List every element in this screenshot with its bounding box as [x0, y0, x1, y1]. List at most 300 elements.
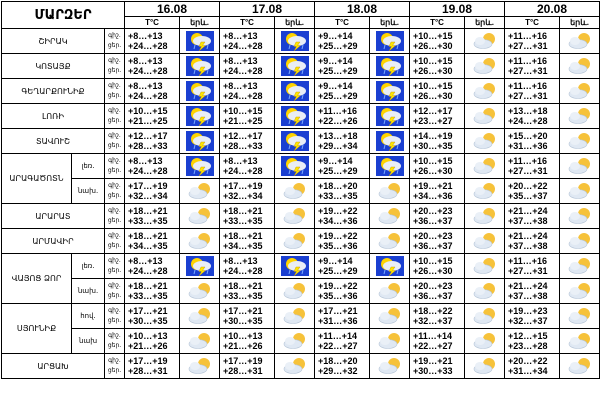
partly-cloudy-icon — [370, 329, 410, 354]
temperature-cell — [410, 304, 465, 329]
temperature-cell — [505, 54, 560, 79]
day-temperature: +22…+26 — [318, 116, 358, 126]
day-temperature: +26…+30 — [413, 91, 453, 101]
night-temperature: +11…+16 — [508, 256, 548, 266]
partly-cloudy-icon — [465, 179, 505, 204]
day-temperature: +25…+29 — [318, 41, 358, 51]
night-temperature: +8…+13 — [128, 256, 163, 266]
region-name: ՇԻՐԱԿ — [2, 29, 105, 54]
partly-cloudy-icon — [180, 354, 220, 379]
thunderstorm-icon — [180, 254, 220, 279]
day-label: ցեր. — [107, 192, 122, 199]
time-of-day-labels — [105, 29, 125, 54]
thunderstorm-icon — [275, 79, 315, 104]
temperature-cell — [220, 29, 275, 54]
regions-header: ՄԱՐԶԵՐ — [2, 2, 125, 29]
night-temperature: +11…+16 — [508, 31, 548, 41]
day-label: ցեր. — [107, 117, 122, 124]
day-temperature: +28…+31 — [128, 366, 168, 376]
temperature-cell — [220, 54, 275, 79]
night-temperature: +19…+22 — [318, 231, 358, 241]
temperature-cell — [315, 229, 370, 254]
partly-cloudy-icon — [560, 104, 600, 129]
temperature-cell — [125, 354, 180, 379]
night-temperature: +17…+19 — [128, 356, 168, 366]
partly-cloudy-icon — [465, 304, 505, 329]
night-label: գիշ. — [108, 82, 121, 89]
night-label: գիշ. — [108, 282, 121, 289]
subregion-label: լեռ. — [72, 254, 105, 279]
temperature-cell — [220, 254, 275, 279]
partly-cloudy-icon — [275, 304, 315, 329]
table-row — [2, 304, 600, 329]
night-temperature: +18…+21 — [128, 206, 168, 216]
night-temperature: +8…+13 — [128, 31, 163, 41]
partly-cloudy-icon — [560, 304, 600, 329]
table-row — [2, 54, 600, 79]
night-temperature: +10…+15 — [413, 31, 453, 41]
temperature-cell — [125, 229, 180, 254]
temperature-cell — [125, 29, 180, 54]
conditions-column-header: երև. — [560, 17, 600, 29]
temperature-cell — [505, 154, 560, 179]
night-label: գիշ. — [108, 232, 121, 239]
temperature-cell — [505, 329, 560, 354]
night-temperature: +12…+17 — [128, 131, 168, 141]
temperature-cell — [220, 179, 275, 204]
conditions-column-header: երև. — [180, 17, 220, 29]
partly-cloudy-icon — [465, 29, 505, 54]
day-label: ցեր. — [107, 367, 122, 374]
night-temperature: +11…+16 — [508, 56, 548, 66]
night-temperature: +21…+24 — [508, 281, 548, 291]
forecast-body — [2, 29, 600, 379]
partly-cloudy-icon — [465, 354, 505, 379]
day-temperature: +35…+37 — [508, 191, 548, 201]
table-row — [2, 154, 600, 179]
time-of-day-labels — [105, 329, 125, 354]
day-temperature: +24…+28 — [223, 166, 263, 176]
partly-cloudy-icon — [465, 79, 505, 104]
temperature-cell — [315, 29, 370, 54]
temperature-cell — [220, 154, 275, 179]
night-temperature: +8…+13 — [223, 256, 258, 266]
temperature-cell — [315, 129, 370, 154]
thunderstorm-icon — [275, 254, 315, 279]
day-temperature: +30…+35 — [413, 141, 453, 151]
day-temperature: +28…+33 — [128, 141, 168, 151]
partly-cloudy-icon — [560, 354, 600, 379]
night-temperature: +17…+21 — [128, 306, 168, 316]
night-temperature: +21…+24 — [508, 231, 548, 241]
temperature-cell — [125, 329, 180, 354]
night-temperature: +10…+15 — [223, 106, 263, 116]
temp-column-header: T°C — [315, 17, 370, 29]
temperature-cell — [410, 79, 465, 104]
night-temperature: +15…+20 — [508, 131, 548, 141]
partly-cloudy-icon — [180, 179, 220, 204]
time-of-day-labels — [105, 304, 125, 329]
night-temperature: +10…+15 — [413, 256, 453, 266]
partly-cloudy-icon — [275, 279, 315, 304]
day-temperature: +24…+28 — [223, 266, 263, 276]
partly-cloudy-icon — [275, 204, 315, 229]
night-temperature: +9…+14 — [318, 156, 353, 166]
day-temperature: +33…+35 — [128, 291, 168, 301]
night-temperature: +19…+21 — [413, 356, 453, 366]
day-temperature: +25…+29 — [318, 266, 358, 276]
thunderstorm-icon — [180, 129, 220, 154]
day-temperature: +21…+26 — [223, 341, 263, 351]
time-of-day-labels — [105, 104, 125, 129]
temp-column-header: T°C — [505, 17, 560, 29]
temp-column-header: T°C — [125, 17, 180, 29]
thunderstorm-icon — [275, 104, 315, 129]
day-temperature: +27…+31 — [508, 41, 548, 51]
night-label: գիշ. — [108, 157, 121, 164]
temperature-cell — [220, 104, 275, 129]
day-temperature: +27…+31 — [508, 66, 548, 76]
date-header: 19.08 — [410, 2, 505, 17]
day-temperature: +21…+25 — [128, 116, 168, 126]
day-temperature: +34…+35 — [128, 241, 168, 251]
partly-cloudy-icon — [370, 204, 410, 229]
partly-cloudy-icon — [465, 279, 505, 304]
night-label: գիշ. — [108, 207, 121, 214]
time-of-day-labels — [105, 279, 125, 304]
day-label: ցեր. — [107, 67, 122, 74]
region-name: ՎԱՅՈՑ ՁՈՐ — [2, 254, 72, 304]
temperature-cell — [410, 104, 465, 129]
time-of-day-labels — [105, 179, 125, 204]
night-temperature: +9…+14 — [318, 31, 353, 41]
temperature-cell — [315, 104, 370, 129]
thunderstorm-icon — [275, 129, 315, 154]
night-temperature: +10…+15 — [413, 81, 453, 91]
subregion-label: հով. — [72, 304, 105, 329]
partly-cloudy-icon — [560, 179, 600, 204]
temperature-cell — [505, 29, 560, 54]
night-temperature: +9…+14 — [318, 81, 353, 91]
time-of-day-labels — [105, 129, 125, 154]
night-temperature: +8…+13 — [128, 81, 163, 91]
night-temperature: +18…+20 — [318, 181, 358, 191]
night-temperature: +20…+23 — [413, 281, 453, 291]
night-temperature: +18…+22 — [413, 306, 453, 316]
thunderstorm-icon — [180, 79, 220, 104]
night-temperature: +19…+23 — [508, 306, 548, 316]
time-of-day-labels — [105, 254, 125, 279]
temperature-cell — [505, 229, 560, 254]
thunderstorm-icon — [180, 154, 220, 179]
day-temperature: +32…+34 — [128, 191, 168, 201]
partly-cloudy-icon — [465, 204, 505, 229]
night-temperature: +10…+13 — [223, 331, 263, 341]
day-temperature: +36…+37 — [413, 216, 453, 226]
table-row — [2, 129, 600, 154]
temperature-cell — [410, 179, 465, 204]
temperature-cell — [125, 179, 180, 204]
temperature-cell — [125, 204, 180, 229]
night-temperature: +18…+21 — [223, 231, 263, 241]
thunderstorm-icon — [275, 29, 315, 54]
night-temperature: +18…+21 — [223, 281, 263, 291]
temperature-cell — [410, 254, 465, 279]
night-temperature: +18…+20 — [318, 356, 358, 366]
day-label: ցեր. — [107, 242, 122, 249]
day-label: ցեր. — [107, 92, 122, 99]
partly-cloudy-icon — [465, 129, 505, 154]
night-label: գիշ. — [108, 307, 121, 314]
partly-cloudy-icon — [465, 329, 505, 354]
night-temperature: +19…+21 — [413, 181, 453, 191]
time-of-day-labels — [105, 154, 125, 179]
forecast-table — [1, 1, 600, 379]
night-temperature: +20…+23 — [413, 231, 453, 241]
day-temperature: +30…+33 — [413, 366, 453, 376]
night-temperature: +11…+14 — [413, 331, 453, 341]
partly-cloudy-icon — [465, 229, 505, 254]
day-temperature: +32…+37 — [413, 316, 453, 326]
thunderstorm-icon — [370, 154, 410, 179]
thunderstorm-icon — [370, 104, 410, 129]
day-temperature: +32…+34 — [223, 191, 263, 201]
temperature-cell — [125, 254, 180, 279]
day-label: ցեր. — [107, 42, 122, 49]
night-label: գիշ. — [108, 132, 121, 139]
night-label: գիշ. — [108, 357, 121, 364]
temperature-cell — [410, 279, 465, 304]
night-temperature: +20…+23 — [413, 206, 453, 216]
temperature-cell — [315, 179, 370, 204]
partly-cloudy-icon — [465, 154, 505, 179]
temperature-cell — [505, 279, 560, 304]
temperature-cell — [410, 329, 465, 354]
region-name: ՍՅՈՒՆԻՔ — [2, 304, 72, 354]
day-temperature: +24…+28 — [128, 166, 168, 176]
time-of-day-labels — [105, 229, 125, 254]
temp-column-header: T°C — [410, 17, 465, 29]
day-temperature: +23…+27 — [413, 116, 453, 126]
day-temperature: +33…+35 — [223, 216, 263, 226]
temperature-cell — [410, 54, 465, 79]
partly-cloudy-icon — [560, 279, 600, 304]
thunderstorm-icon — [370, 254, 410, 279]
table-row — [2, 254, 600, 279]
table-row — [2, 29, 600, 54]
night-temperature: +18…+21 — [128, 281, 168, 291]
night-temperature: +17…+21 — [223, 306, 263, 316]
temperature-cell — [125, 104, 180, 129]
thunderstorm-icon — [370, 79, 410, 104]
day-label: ցեր. — [107, 217, 122, 224]
night-temperature: +18…+21 — [223, 206, 263, 216]
table-row — [2, 79, 600, 104]
day-temperature: +28…+33 — [223, 141, 263, 151]
day-temperature: +27…+31 — [508, 91, 548, 101]
partly-cloudy-icon — [370, 354, 410, 379]
day-label: ցեր. — [107, 142, 122, 149]
temperature-cell — [125, 154, 180, 179]
temperature-cell — [410, 229, 465, 254]
day-temperature: +29…+34 — [318, 141, 358, 151]
night-temperature: +8…+13 — [128, 156, 163, 166]
temperature-cell — [315, 204, 370, 229]
night-temperature: +10…+15 — [128, 106, 168, 116]
partly-cloudy-icon — [465, 254, 505, 279]
day-temperature: +37…+38 — [508, 216, 548, 226]
night-temperature: +12…+15 — [508, 331, 548, 341]
temperature-cell — [505, 254, 560, 279]
region-name: ԼՈՌԻ — [2, 104, 105, 129]
night-temperature: +18…+21 — [128, 231, 168, 241]
night-temperature: +11…+16 — [508, 81, 548, 91]
partly-cloudy-icon — [275, 179, 315, 204]
night-temperature: +14…+19 — [413, 131, 453, 141]
day-temperature: +26…+30 — [413, 41, 453, 51]
region-name: ԳԵՂԱՐՔՈՒՆԻՔ — [2, 79, 105, 104]
region-name: ԱՐՑԱԽ — [2, 354, 105, 379]
night-temperature: +11…+16 — [318, 106, 358, 116]
partly-cloudy-icon — [560, 254, 600, 279]
date-header: 18.08 — [315, 2, 410, 17]
day-temperature: +29…+32 — [318, 366, 358, 376]
day-temperature: +36…+37 — [413, 291, 453, 301]
night-temperature: +8…+13 — [223, 156, 258, 166]
temperature-cell — [315, 329, 370, 354]
night-temperature: +9…+14 — [318, 56, 353, 66]
table-row — [2, 354, 600, 379]
night-label: գիշ. — [108, 332, 121, 339]
partly-cloudy-icon — [560, 329, 600, 354]
table-row — [2, 329, 600, 354]
thunderstorm-icon — [180, 29, 220, 54]
temperature-cell — [315, 254, 370, 279]
day-label: ցեր. — [107, 342, 122, 349]
conditions-column-header: երև. — [275, 17, 315, 29]
night-temperature: +11…+16 — [508, 156, 548, 166]
day-temperature: +24…+28 — [128, 66, 168, 76]
temperature-cell — [315, 154, 370, 179]
day-temperature: +26…+30 — [413, 266, 453, 276]
thunderstorm-icon — [370, 54, 410, 79]
temperature-cell — [220, 354, 275, 379]
temperature-cell — [125, 54, 180, 79]
day-temperature: +28…+31 — [223, 366, 263, 376]
date-header: 17.08 — [220, 2, 315, 17]
day-temperature: +34…+35 — [223, 241, 263, 251]
time-of-day-labels — [105, 204, 125, 229]
day-temperature: +25…+29 — [318, 91, 358, 101]
time-of-day-labels — [105, 79, 125, 104]
region-name: ԱՐԱԳԱԾՈՏՆ — [2, 154, 72, 204]
partly-cloudy-icon — [560, 54, 600, 79]
partly-cloudy-icon — [370, 229, 410, 254]
day-temperature: +25…+29 — [318, 66, 358, 76]
day-temperature: +21…+25 — [223, 116, 263, 126]
temperature-cell — [125, 129, 180, 154]
temperature-cell — [505, 104, 560, 129]
thunderstorm-icon — [370, 29, 410, 54]
temperature-cell — [220, 204, 275, 229]
table-row — [2, 104, 600, 129]
day-temperature: +33…+35 — [223, 291, 263, 301]
time-of-day-labels — [105, 54, 125, 79]
subregion-label: նախ — [72, 329, 105, 354]
temperature-cell — [315, 354, 370, 379]
thunderstorm-icon — [275, 154, 315, 179]
day-temperature: +31…+36 — [318, 316, 358, 326]
night-temperature: +19…+22 — [318, 281, 358, 291]
day-temperature: +30…+35 — [223, 316, 263, 326]
day-label: ցեր. — [107, 317, 122, 324]
partly-cloudy-icon — [180, 304, 220, 329]
night-temperature: +20…+22 — [508, 181, 548, 191]
conditions-column-header: երև. — [465, 17, 505, 29]
night-temperature: +10…+15 — [413, 56, 453, 66]
partly-cloudy-icon — [370, 304, 410, 329]
date-header: 16.08 — [125, 2, 220, 17]
table-row — [2, 279, 600, 304]
day-temperature: +22…+27 — [413, 341, 453, 351]
night-temperature: +12…+17 — [413, 106, 453, 116]
night-temperature: +17…+21 — [318, 306, 358, 316]
day-temperature: +32…+37 — [508, 316, 548, 326]
region-name: ԿՈՏԱՅՔ — [2, 54, 105, 79]
day-temperature: +24…+28 — [128, 91, 168, 101]
table-row — [2, 204, 600, 229]
partly-cloudy-icon — [465, 54, 505, 79]
night-temperature: +17…+19 — [223, 181, 263, 191]
thunderstorm-icon — [370, 129, 410, 154]
temperature-cell — [410, 29, 465, 54]
temperature-cell — [505, 204, 560, 229]
temperature-cell — [125, 279, 180, 304]
night-temperature: +8…+13 — [223, 81, 258, 91]
night-temperature: +8…+13 — [128, 56, 163, 66]
temperature-cell — [125, 304, 180, 329]
day-temperature: +24…+28 — [128, 266, 168, 276]
day-temperature: +33…+35 — [318, 191, 358, 201]
temperature-cell — [505, 79, 560, 104]
region-name: ԱՐԱՐԱՏ — [2, 204, 105, 229]
temperature-cell — [505, 179, 560, 204]
partly-cloudy-icon — [560, 229, 600, 254]
night-label: գիշ. — [108, 182, 121, 189]
night-temperature: +10…+13 — [128, 331, 168, 341]
partly-cloudy-icon — [180, 279, 220, 304]
partly-cloudy-icon — [180, 229, 220, 254]
thunderstorm-icon — [275, 54, 315, 79]
night-temperature: +21…+24 — [508, 206, 548, 216]
partly-cloudy-icon — [560, 29, 600, 54]
day-temperature: +37…+38 — [508, 241, 548, 251]
partly-cloudy-icon — [275, 354, 315, 379]
day-temperature: +24…+28 — [508, 116, 548, 126]
temperature-cell — [410, 354, 465, 379]
night-label: գիշ. — [108, 32, 121, 39]
table-row — [2, 179, 600, 204]
time-of-day-labels — [105, 354, 125, 379]
partly-cloudy-icon — [275, 329, 315, 354]
partly-cloudy-icon — [560, 154, 600, 179]
conditions-column-header: երև. — [370, 17, 410, 29]
temperature-cell — [220, 129, 275, 154]
night-temperature: +8…+13 — [223, 31, 258, 41]
day-temperature: +34…+36 — [413, 191, 453, 201]
day-temperature: +30…+35 — [128, 316, 168, 326]
night-temperature: +19…+22 — [318, 206, 358, 216]
